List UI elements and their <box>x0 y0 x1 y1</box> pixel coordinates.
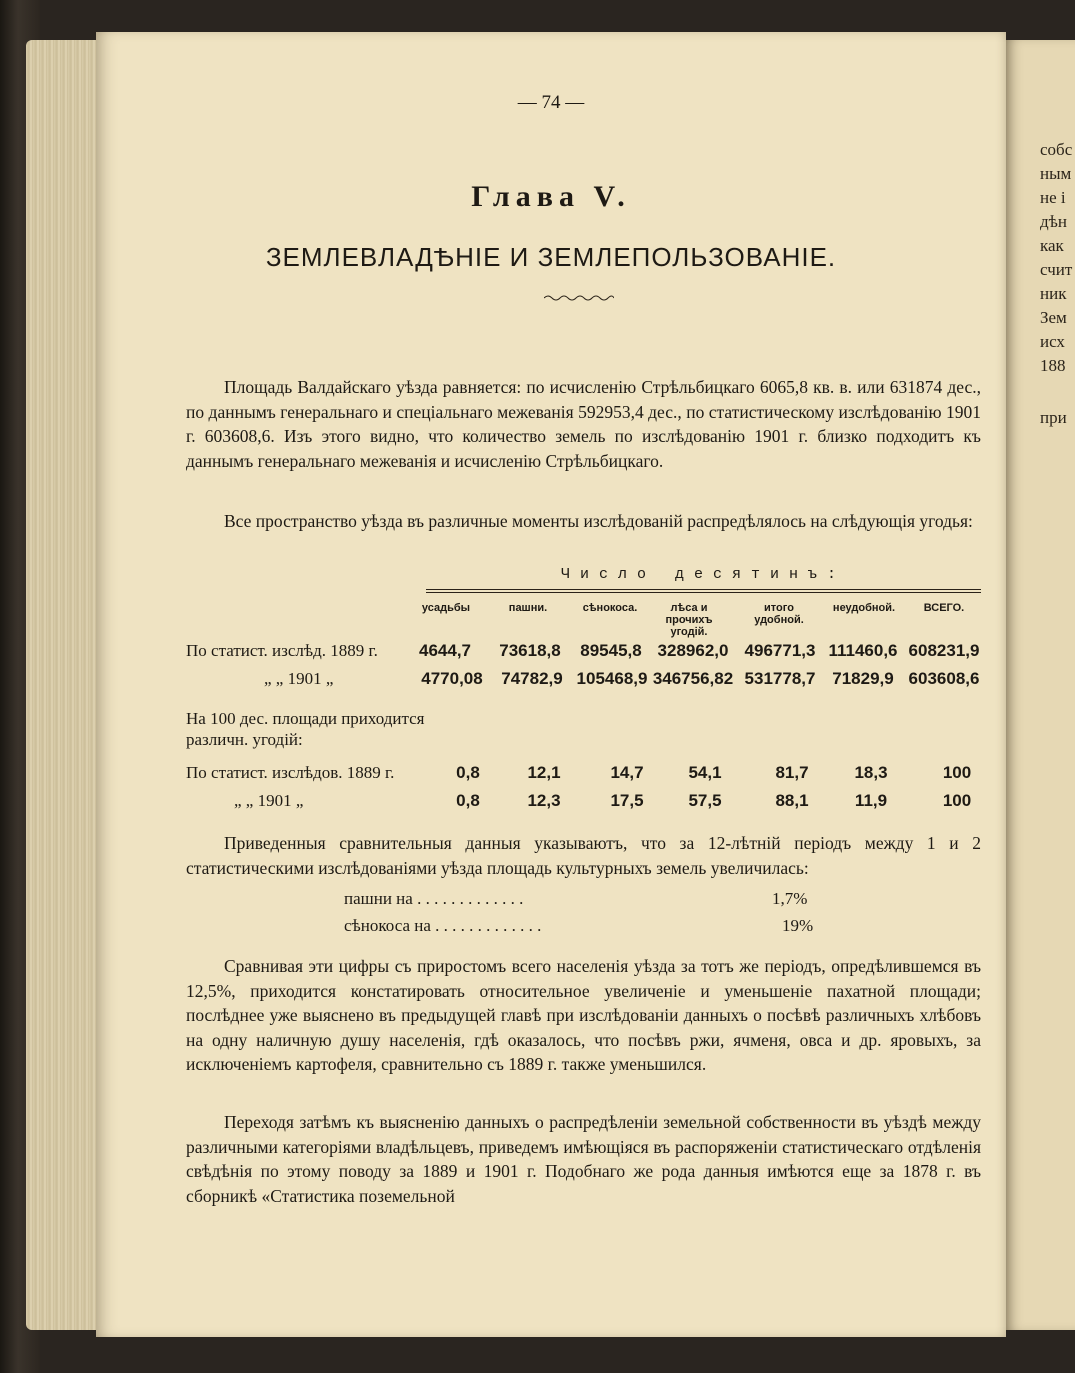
table-cell: 88,1 <box>775 791 809 810</box>
col-header-6: неудобной. <box>832 602 896 614</box>
table-cell: 18,3 <box>854 763 888 782</box>
table-cell: 496771,3 <box>744 641 816 660</box>
col-header-5: итого удобной. <box>754 602 804 626</box>
table-cell: 4770,08 <box>421 669 483 688</box>
facing-text: Зем <box>1040 308 1067 327</box>
facing-text: исх <box>1040 332 1065 351</box>
facing-text: как <box>1040 236 1064 255</box>
book-page <box>96 32 1006 1337</box>
col-header-3: сѣнокоса. <box>582 602 638 614</box>
table-cell: 608231,9 <box>908 641 980 660</box>
paragraph-1: Площадь Валдайскаго уѣзда равняется: по исчисленію Стрѣльбицкаго 6065,8 кв. в. или 631874 дес., по даннымъ генеральнаго и спеціальнаго межеванія 592953,4 дес., по статистическому изслѣдованію 1901 г. 603608,6. Изъ этого видно, что количество земель по изслѣдованію 1901 г. близко подходитъ къ даннымъ генеральнаго межеванія и исчисленію Стрѣльбицкаго. <box>186 377 981 471</box>
table-cell: 71829,9 <box>832 669 894 688</box>
facing-text: дѣн <box>1040 212 1067 231</box>
table-rule-top <box>426 589 981 590</box>
increase-value-arable: 1,7% <box>772 889 808 908</box>
facing-text: не і <box>1040 188 1066 207</box>
table-cell: 12,3 <box>527 791 561 810</box>
table-row-label: „ „ 1901 „ <box>264 669 334 688</box>
increase-label-arable: пашни на . . . . . . . . . . . . . <box>344 889 524 908</box>
table-cell: 54,1 <box>688 763 722 782</box>
table-cell: 105468,9 <box>576 669 648 688</box>
paragraph-3: Приведенныя сравнительныя данныя указываютъ, что за 12-лѣтній періодъ между 1 и 2 статистическими изслѣдованіями уѣзда площадь культурныхъ земель увеличилась: <box>186 833 981 878</box>
table-cell: 0,8 <box>456 763 480 782</box>
table-cell: 328962,0 <box>657 641 729 660</box>
paragraph-4: Сравнивая эти цифры съ приростомъ всего населенія уѣзда за тотъ же періодъ, опредѣлившемся въ 12,5%, приходится констатировать относительное увеличеніе и уменьшеніе пахатной площади; послѣднее уже выяснено въ предыдущей главѣ при изслѣдованіи данныхъ о посѣвѣ различныхъ хлѣбовъ на одну наличную душу населенія, гдѣ оказалось, что посѣвъ ржи, ячменя, овса и др. яровыхъ, за исключеніемъ картофеля, сравнительно съ 1889 г. также уменьшился. <box>186 956 981 1074</box>
table-cell: 89545,8 <box>580 641 642 660</box>
page-edges <box>26 40 100 1330</box>
table-cell: 531778,7 <box>744 669 816 688</box>
facing-text: ник <box>1040 284 1067 303</box>
table-cell: 81,7 <box>775 763 809 782</box>
table-row-label: По статист. изслѣд. 1889 г. <box>186 641 378 660</box>
table-cell: 100 <box>942 791 972 810</box>
table-cell: 14,7 <box>610 763 644 782</box>
ornament-divider <box>544 294 614 302</box>
col-header-4: лѣса и прочихъ угодій. <box>665 602 713 638</box>
paragraph-2: Все пространство уѣзда въ различные моменты изслѣдованій распредѣлялось на слѣдующія угодья: <box>224 511 973 531</box>
facing-text: ным <box>1040 164 1072 183</box>
facing-page <box>1006 40 1075 1330</box>
table-row-label: „ „ 1901 „ <box>234 791 304 810</box>
per100-label: На 100 дес. площади приходится различн. угодій: <box>186 709 425 749</box>
table-cell: 74782,9 <box>501 669 563 688</box>
chapter-heading: Глава V. <box>471 180 631 213</box>
increase-value-hay: 19% <box>782 916 814 935</box>
facing-text: счит <box>1040 260 1073 279</box>
table-cell: 11,9 <box>854 791 888 810</box>
table-cell: 57,5 <box>688 791 722 810</box>
page-number: — 74 — <box>517 92 585 113</box>
chapter-title: ЗЕМЛЕВЛАДѢНІЕ И ЗЕМЛЕПОЛЬЗОВАНІЕ. <box>265 242 837 272</box>
table-cell: 0,8 <box>456 791 480 810</box>
table-row-label: По статист. изслѣдов. 1889 г. <box>186 763 395 782</box>
table-caption: Число десятинъ: <box>560 566 847 583</box>
table-cell: 73618,8 <box>499 641 561 660</box>
table-cell: 346756,82 <box>652 669 734 688</box>
table-rule-top-2 <box>426 592 981 593</box>
increase-label-hay: сѣнокоса на . . . . . . . . . . . . . <box>344 916 542 935</box>
col-header-2: пашни. <box>508 602 548 614</box>
col-header-1: усадьбы <box>421 602 471 614</box>
table-cell: 100 <box>942 763 972 782</box>
table-cell: 111460,6 <box>828 641 898 660</box>
table-cell: 4644,7 <box>419 641 471 660</box>
table-cell: 17,5 <box>610 791 644 810</box>
facing-text: 188 <box>1040 356 1066 375</box>
facing-text: при <box>1040 408 1067 427</box>
table-cell: 603608,6 <box>908 669 980 688</box>
col-header-7: ВСЕГО. <box>923 602 965 614</box>
table-cell: 12,1 <box>527 763 561 782</box>
paragraph-5: Переходя затѣмъ къ выясненію данныхъ о распредѣленіи земельной собственности въ уѣздѣ между различными категоріями владѣльцевъ, приведемъ имѣющіяся въ распоряженіи статистическаго отдѣленія свѣдѣнія по этому поводу за 1889 и 1901 г. Подобнаго же рода данныя имѣются еще за 1878 г. въ сборникѣ «Статистика поземельной <box>186 1112 981 1206</box>
facing-text: собс <box>1040 140 1073 159</box>
